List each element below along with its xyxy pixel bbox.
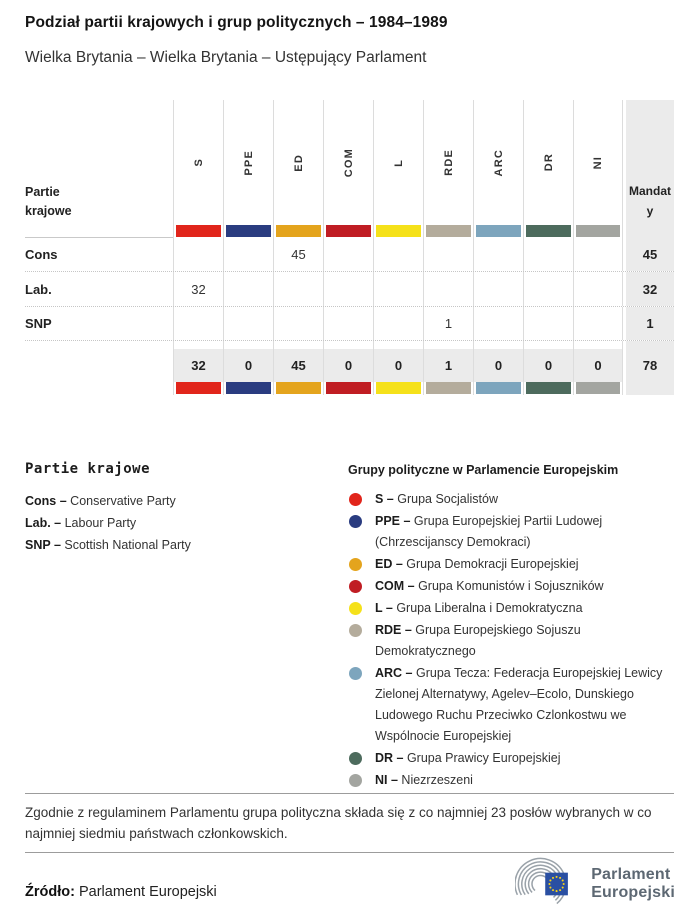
legend-group-abbr: NI – [375,773,398,787]
gap-cell [173,341,223,349]
legend-party-item [25,512,325,534]
group-color-dot [349,752,362,765]
legend-group-text: NI – Niezrzeszeni [375,773,473,787]
seat-value-cell [223,272,273,306]
gap-cell [423,341,473,349]
legend-group-abbr: ED – [375,557,403,571]
group-col-header [423,100,473,225]
legend-group-text: RDE – Grupa Europejskiego Sojuszu Demokratycznego [375,623,581,658]
legend-party-abbr: SNP – [25,538,61,552]
group-code-label: NI [592,155,604,170]
legend-group-text: L – Grupa Liberalna i Demokratyczna [375,601,583,615]
seat-value-cell [573,238,623,271]
group-color-bar [326,225,371,237]
seat-value-cell [373,307,423,340]
seat-value-cell: 1 [423,307,473,340]
group-color-bar [576,225,620,237]
group-total-cell: 0 [573,349,623,382]
group-color-bar-cell [173,225,223,238]
group-color-dot [349,667,362,680]
legend-group-text: DR – Grupa Prawicy Europejskiej [375,751,561,765]
group-color-dot [349,558,362,571]
gap-cell [323,341,373,349]
legend-group-item [348,598,678,619]
group-color-bar-cell [423,225,473,238]
hemicycle-logo-icon [515,855,583,913]
seat-value-cell [573,307,623,340]
group-col-header [573,100,623,225]
gap-cell [273,341,323,349]
seats-col-cell [626,382,674,395]
legend-group-item [348,576,678,597]
group-color-bar-row [25,225,674,238]
legend-group-item [348,748,678,769]
seats-total-value: 45 [642,247,658,262]
seat-value-cell: 45 [273,238,323,271]
seats-col-cell [626,225,674,238]
seat-value-cell [423,238,473,271]
seat-value-cell [473,272,523,306]
group-color-bar-cell [573,382,623,395]
group-total-cell: 0 [223,349,273,382]
group-color-bar [376,225,421,237]
group-code-label: S [192,158,205,167]
group-col-header [473,100,523,225]
group-color-dot [349,493,362,506]
legend-group-abbr: ARC – [375,666,413,680]
seats-total-value: 1 [646,316,654,331]
gap-cell [25,341,173,349]
legend-group-item [348,489,678,510]
group-total-cell: 45 [273,349,323,382]
source-value: Parlament Europejski [78,884,217,900]
group-col-header [373,100,423,225]
group-code-label: COM [342,147,355,178]
seat-value-cell [273,307,323,340]
group-color-bar-cell [323,382,373,395]
source-line [25,884,217,900]
seat-value-cell [173,307,223,340]
legend-group-text: ARC – Grupa Tecza: Federacja Europejskiej Lewicy Zielonej Alternatywy, Agelev–Ecolo, Dunskiego Ludowego Ruchu Przeciwko Czlonkostwu we Wspólnocie Europejskiej [375,666,663,743]
legend-group-abbr: RDE – [375,623,412,637]
grand-total-value: 78 [642,358,658,373]
seat-value-cell [173,238,223,271]
group-color-bar-cell [223,382,273,395]
gap-cell [626,341,674,349]
page-title: Podział partii krajowych i grup politycznych – 1984–1989 [25,14,448,31]
seat-value-cell: 32 [173,272,223,306]
group-color-bar-cell [273,382,323,395]
group-color-bar-cell [573,225,623,238]
seat-value-cell [473,307,523,340]
group-code-label: PPE [242,149,255,176]
legend-groups-list [348,489,678,791]
legend-group-item [348,663,678,747]
group-color-bar-cell [373,382,423,395]
page-subtitle: Wielka Brytania – Wielka Brytania – Ustępujący Parlament [25,49,427,66]
source-label: Źródło: [25,884,75,900]
group-total-cell: 0 [523,349,573,382]
group-col-header [323,100,373,225]
legend-group-text: PPE – Grupa Europejskiej Partii Ludowej (Chrzescijanscy Demokraci) [375,514,603,549]
legend-group-abbr: COM – [375,579,415,593]
empty-cell [25,382,173,395]
group-col-header [223,100,273,225]
group-color-bar-cell [423,382,473,395]
seat-value-cell [423,272,473,306]
group-color-dot [349,624,362,637]
row-header-label [25,100,173,225]
legend-group-abbr: L – [375,601,393,615]
legend-group-item [348,511,678,553]
row-header-underline [25,225,173,238]
party-row-label: SNP [25,316,52,331]
group-color-bar-cell [273,225,323,238]
logo-wordmark: Parlament Europejski [591,866,675,901]
group-color-bar [276,225,321,237]
group-color-dot [349,580,362,593]
totals-row-label [25,349,173,382]
table-row [25,272,674,307]
legend-group-abbr: PPE – [375,514,411,528]
gap-cell [223,341,273,349]
legend-party-abbr: Cons – [25,494,67,508]
seats-total-cell [626,307,674,340]
footnote-text: Zgodnie z regulaminem Parlamentu grupa polityczna składa się z co najmniej 23 posłów wybranych w co najmniej siedmiu państwach członkowskich. [25,805,652,841]
legend-groups-heading: Grupy polityczne w Parlamencie Europejskim [348,463,619,477]
party-row-label: Cons [25,247,58,262]
seat-value-cell [223,238,273,271]
group-col-header [523,100,573,225]
legend-group-text: COM – Grupa Komunistów i Sojuszników [375,579,604,593]
seats-table [25,100,674,395]
group-color-bar-cell [223,225,273,238]
group-color-bar-cell [373,225,423,238]
group-col-header [273,100,323,225]
table-row [25,307,674,341]
grand-total-cell [626,349,674,382]
group-code-label: RDE [442,149,455,176]
group-color-bar [226,382,271,394]
group-color-bar-cell [473,225,523,238]
seats-col-header [626,100,674,225]
group-total-cell: 0 [373,349,423,382]
gap-cell [523,341,573,349]
seat-value-cell [523,307,573,340]
group-total-cell: 0 [323,349,373,382]
group-color-bar [476,225,521,237]
group-code-label: ED [292,153,305,172]
seat-value-cell [323,307,373,340]
group-color-dot [349,602,362,615]
legend-group-item [348,554,678,575]
divider [25,793,674,794]
group-color-bar [526,225,571,237]
group-color-bar [426,382,471,394]
legend-party-abbr: Lab. – [25,516,62,530]
group-color-bar-cell [473,382,523,395]
seats-total-cell [626,238,674,271]
legend-group-item [348,770,678,791]
party-row-label: Lab. [25,281,52,297]
group-color-bar [276,382,321,394]
group-color-bar [576,382,620,394]
seat-value-cell [223,307,273,340]
legend-party-item [25,490,325,512]
seat-value-cell [523,272,573,306]
legend-group-abbr: S – [375,492,394,506]
legend-national-parties [25,461,325,556]
legend-party-name: Scottish National Party [64,538,191,552]
group-color-dot [349,515,362,528]
table-row [25,238,674,272]
divider [25,852,674,853]
table-gap-row [25,341,674,349]
group-total-cell: 32 [173,349,223,382]
group-color-bar [376,382,421,394]
legend-group-item [348,620,678,662]
gap-cell [473,341,523,349]
legend-party-name: Conservative Party [70,494,176,508]
group-color-dot [349,774,362,787]
seat-value-cell [573,272,623,306]
legend-parties-heading: Partie krajowe [25,461,151,477]
group-color-bar-cell [323,225,373,238]
seat-value-cell [473,238,523,271]
legend-group-text: ED – Grupa Demokracji Europejskiej [375,557,579,571]
group-color-bar [426,225,471,237]
legend-political-groups [348,463,678,792]
group-code-label: ARC [492,148,505,177]
group-color-bar [526,382,571,394]
group-total-cell: 0 [473,349,523,382]
gap-cell [573,341,623,349]
group-color-bar-row [25,382,674,395]
group-color-bar [226,225,271,237]
legend-group-abbr: DR – [375,751,404,765]
group-code-label: DR [542,153,555,172]
seats-total-cell [626,272,674,306]
legend-party-name: Labour Party [64,516,137,530]
table-header-row [25,100,674,225]
group-color-bar-cell [523,382,573,395]
seats-header-text: Mandaty [629,184,671,218]
group-total-cell: 1 [423,349,473,382]
group-color-bar [176,382,221,394]
group-color-bar-cell [173,382,223,395]
legend-parties-list [25,490,325,556]
row-header-label-text: Partie krajowe [25,185,72,218]
group-color-bar [326,382,371,394]
legend-party-item [25,534,325,556]
seat-value-cell [323,272,373,306]
group-color-bar [476,382,521,394]
group-code-label: L [392,158,405,167]
legend-group-text: S – Grupa Socjalistów [375,492,498,506]
group-color-bar-cell [523,225,573,238]
totals-row [25,349,674,382]
group-color-bar [176,225,221,237]
seat-value-cell [373,238,423,271]
seat-value-cell [523,238,573,271]
gap-cell [373,341,423,349]
seat-value-cell [373,272,423,306]
seats-total-value: 32 [642,281,658,297]
group-col-header [173,100,223,225]
seat-value-cell [323,238,373,271]
seat-value-cell [273,272,323,306]
european-parliament-logo [515,855,675,913]
